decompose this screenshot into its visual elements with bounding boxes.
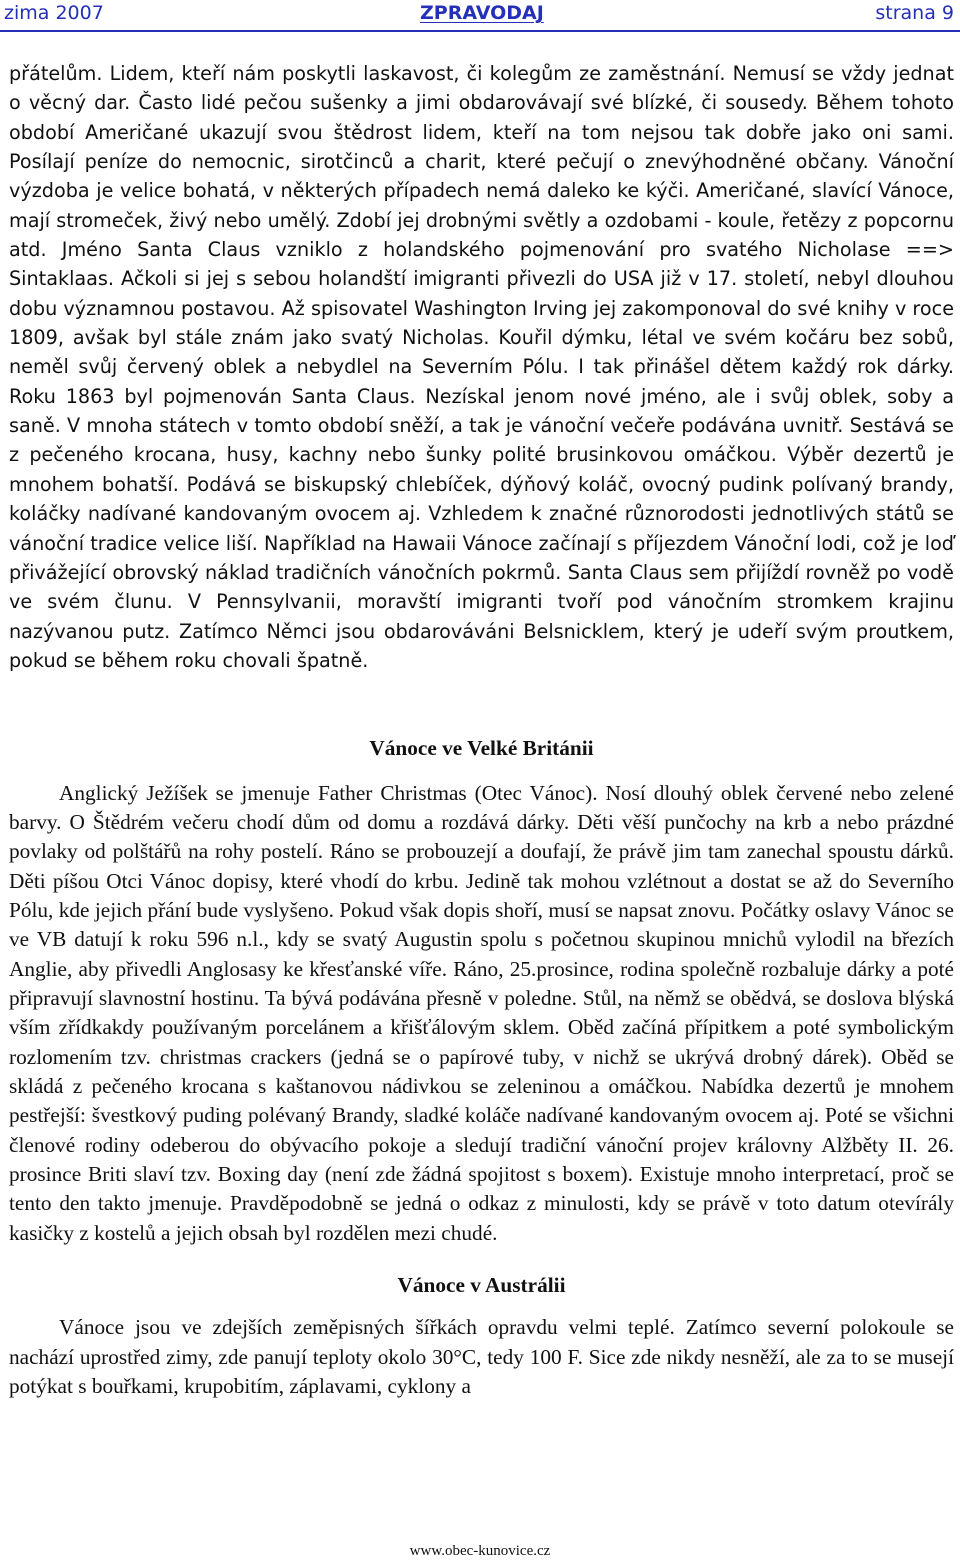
- paragraph-britain: Anglický Ježíšek se jmenuje Father Christmas (Otec Vánoc). Nosí dlouhý oblek červené nebo zelené barvy. O Štědrém večeru chodí dům od domu a rozdává dárky. Děti věší punčochy na krb a nebo prázdné povlaky od polštářů na rohy postelí. Ráno se probouzejí a doufají, že právě jim tam zanechal spoustu dárků. Děti píšou Otci Vánoc dopisy, které vhodí do krbu. Jedině tak mohou vzlétnout a dostat se až do Severního Pólu, kde jejich přání bude vyslyšeno. Pokud však dopis shoří, musí se napsat znovu. Počátky oslavy Vánoc se ve VB datují k roku 596 n.l., kdy se svatý Augustin spolu s početnou skupinou mnichů vylodil na březích Anglie, aby přivedli Anglosasy ke křesťanské víře. Ráno, 25.prosince, rodina společně rozbaluje dárky a poté připravují slavnostní hostinu. Ta bývá podávána přesně v poledne. Stůl, na němž se obědvá, se doslova blýská vším zřídkakdy používaným porcelánem a křišťálovým sklem. Oběd začíná přípitkem a poté symbolickým rozlomením tzv. christmas crackers (jedná se o papírové tuby, v nichž se ukrývá drobný dárek). Oběd se skládá z pečeného krocana s kaštanovou nádivkou se zeleninou a omáčkou. Nabídka dezertů je mnohem pestřejší: švestkový puding polévaný Brandy, sladké koláče nadívané kandovaným ovocem aj. Poté se všichni členové rodiny odeberou do obývacího pokoje a sledují tradiční vánoční projev královny Alžběty II. 26. prosince Briti slaví tzv. Boxing day (není zde žádná spojitost s boxem). Existuje mnoho interpretací, proč se tento den takto jmenuje. Pravděpodobně se jedná o odkaz z minulosti, kdy se právě v toto datum otevírály kasičky z kostelů a jejich obsah byl rozdělen mezi chudé.: [9, 780, 954, 1245]
- paragraph-usa: přátelům. Lidem, kteří nám poskytli laskavost, či kolegům ze zaměstnání. Nemusí se vždy jednat o věcný dar. Často lidé pečou sušenky a jimi obdarovávají své blízké, či sousedy. Během tohoto období Američané ukazují svou štědrost lidem, kteří na tom nejsou tak dobře jako oni sami. Posílají peníze do nemocnic, sirotčinců a charit, které pečují o znevýhodněné občany. Vánoční výzdoba je velice bohatá, v některých případech nemá daleko ke kýči. Američané, slavící Vánoce, mají stromeček, živý nebo umělý. Zdobí jej drobnými světly a ozdobami - koule, řetězy z popcornu atd. Jméno Santa Claus vzniklo z holandského pojmenování pro svatého Nicholase ==> Sintaklaas. Ačkoli si jej s sebou holandští imigranti přivezli do USA již v 17. století, nebyl dlouhou dobu významnou postavou. Až spisovatel Washington Irving jej zakomponoval do své knihy v roce 1809, avšak byl stále znám jako svatý Nicholas. Kouřil dýmku, létal ve svém kočáru bez sobů, neměl svůj červený oblek a nebydlel na Severním Pólu. I tak přinášel dětem každý rok dárky. Roku 1863 byl pojmenován Santa Claus. Nezískal jenom nové jméno, ale i svůj oblek, soby a saně. V mnoha státech v tomto období sněží, a tak je vánoční večeře podávána uvnitř. Sestává se z pečeného krocana, husy, kachny nebo šunky polité brusinkovou omáčkou. Výběr dezertů je mnohem bohatší. Podává se biskupský chlebíček, dýňový koláč, ovocný pudink polívaný brandy, koláčky nadívané kandovaným ovocem aj. Vzhledem k značné různorodosti jednotlivých států se vánoční tradice velice liší. Například na Hawaii Vánoce začínají s příjezdem Vánoční lodi, což je loď přivážející obrovský náklad tradičních vánočních pokrmů. Santa Claus sem přijíždí rovněž po vodě ve svém člunu. V Pennsylvanii, moravští imigranti tvoří pod vánočním stromkem krajinu nazývanou putz. Zatímco Němci jsou obdarováváni Belsnicklem, který je udeří svým proutkem, pokud se během roku chovali špatně.: [9, 62, 954, 672]
- header-rule: [0, 30, 960, 32]
- spacer: [9, 1248, 954, 1271]
- spacer: [9, 1300, 954, 1313]
- header-title: ZPRAVODAJ: [420, 2, 544, 24]
- article-body: [9, 59, 954, 1401]
- header-season: zima 2007: [4, 2, 104, 24]
- heading-australia: Vánoce v Austrálii: [397, 1273, 566, 1298]
- heading-britain: Vánoce ve Velké Británii: [369, 736, 594, 761]
- spacer: [9, 764, 954, 779]
- page-header: [0, 0, 960, 34]
- spacer: [9, 675, 954, 734]
- paragraph-australia: Vánoce jsou ve zdejších zeměpisných šířkách opravdu velmi teplé. Zatímco severní polokoule se nachází uprostřed zimy, zde panují teploty okolo 30°C, tedy 100 F. Sice zde nikdy nesněží, ale za to se musejí potýkat s bouřkami, krupobitím, záplavami, cyklony a: [9, 1315, 954, 1399]
- page-footer-url: www.obec-kunovice.cz: [409, 1543, 551, 1559]
- header-page-number: strana 9: [875, 2, 954, 24]
